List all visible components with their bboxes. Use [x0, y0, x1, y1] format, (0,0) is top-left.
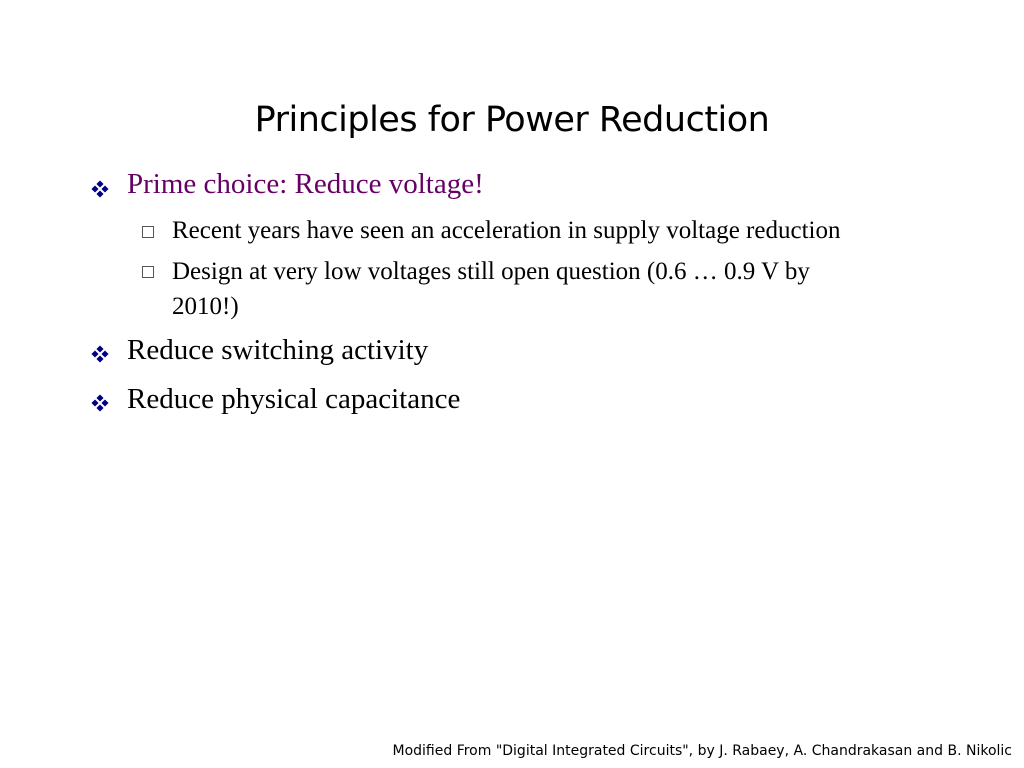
- bullet-switching-activity: Reduce switching activity: [127, 334, 429, 366]
- sub-bullet-recent-years: Recent years have seen an acceleration in supply voltage reduction: [172, 217, 841, 244]
- diamond-icon: [91, 180, 109, 198]
- slide-footer: Modified From "Digital Integrated Circuits", by J. Rabaey, A. Chandrakasan and B. Nikolic: [392, 743, 1012, 759]
- bullet-physical-capacitance: Reduce physical capacitance: [127, 383, 461, 415]
- checkbox-square-icon: [142, 226, 154, 238]
- checkbox-square-icon: [142, 266, 154, 278]
- bullet-prime-choice: Prime choice: Reduce voltage!: [127, 168, 484, 200]
- slide-title: Principles for Power Reduction: [254, 100, 770, 140]
- diamond-icon: [91, 394, 109, 412]
- diamond-icon: [91, 345, 109, 363]
- sub-bullet-design-low-voltage: Design at very low voltages still open question (0.6 … 0.9 V by: [172, 258, 810, 285]
- sub-bullet-design-low-voltage-continued: 2010!): [172, 293, 239, 320]
